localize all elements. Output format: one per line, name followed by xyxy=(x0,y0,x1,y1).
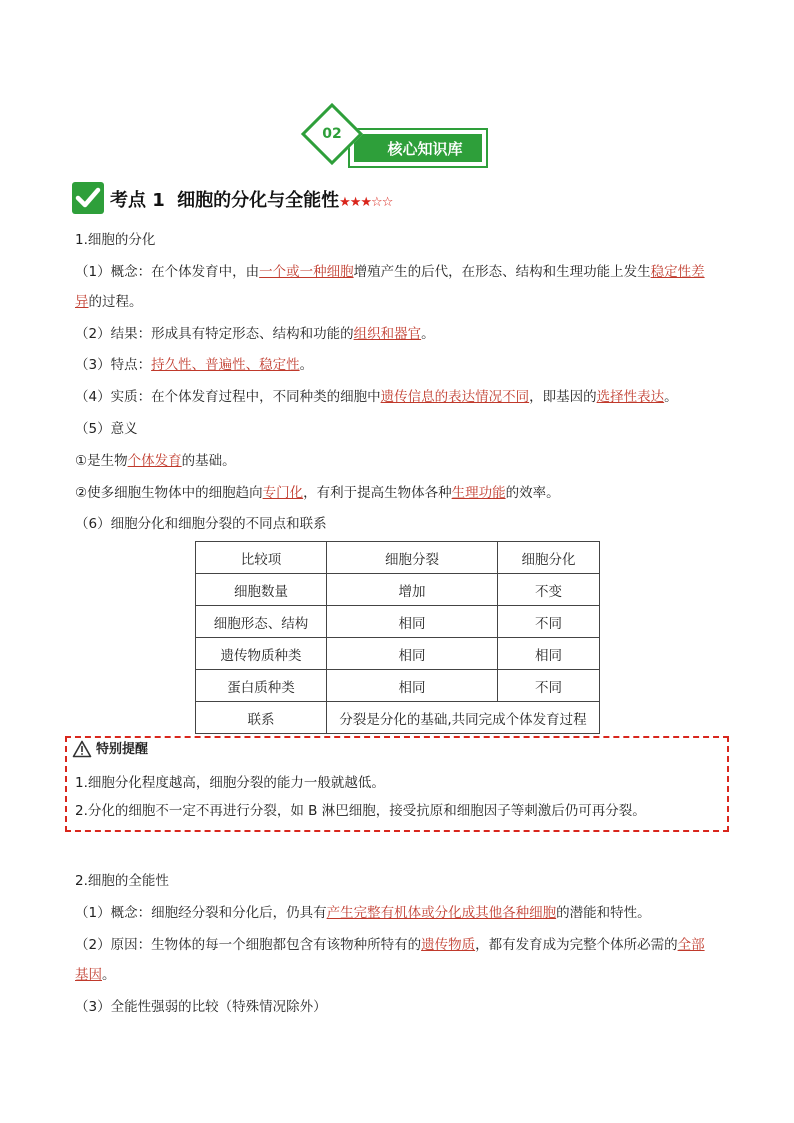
table-row xyxy=(196,670,600,702)
warning-icon xyxy=(72,740,92,762)
answer-text: 生理功能 xyxy=(451,485,506,501)
paragraph-result xyxy=(75,324,435,344)
section-2-title: 2.细胞的全能性 xyxy=(75,873,169,889)
comparison-table xyxy=(195,541,600,734)
text: 。 xyxy=(102,967,116,983)
answer-text: 稳定性差 xyxy=(650,264,705,280)
table-row xyxy=(196,606,600,638)
paragraph-totipotency-reason xyxy=(75,935,705,955)
section-badge-title: 核心知识库 xyxy=(354,134,482,162)
table-row xyxy=(196,702,600,734)
topic-heading xyxy=(110,186,392,212)
text: 的过程。 xyxy=(88,294,143,310)
table-header-cell: 细胞分化 xyxy=(498,542,600,574)
answer-text: 一个或一种细胞 xyxy=(259,264,354,280)
answer-text: 选择性表达 xyxy=(596,389,665,405)
table-cell: 细胞数量 xyxy=(196,574,327,606)
paragraph-significance-2 xyxy=(75,483,560,503)
text: （3）特点： xyxy=(75,357,152,373)
text: 。 xyxy=(299,357,314,373)
paragraph-concept xyxy=(75,262,705,282)
text: ，有利于提高生物体各种 xyxy=(303,485,452,501)
paragraph-significance-1 xyxy=(75,451,236,471)
text: ，即基因的 xyxy=(529,389,597,405)
table-cell: 增加 xyxy=(327,574,498,606)
reminder-item: 2.分化的细胞不一定不再进行分裂，如 B 淋巴细胞，接受抗原和细胞因子等刺激后仍可再分裂。 xyxy=(75,803,646,819)
text: ②使多细胞生物体中的细胞趋向 xyxy=(75,485,263,501)
paragraph-concept-cont xyxy=(75,292,143,312)
table-row xyxy=(196,574,600,606)
answer-text: 产生完整有机体或分化成其他各种细胞 xyxy=(326,905,557,921)
answer-text: 遗传信息的表达情况不同 xyxy=(380,389,530,405)
text: （1）概念：细胞经分裂和分化后，仍具有 xyxy=(75,905,327,921)
reminder-item: 1.细胞分化程度越高，细胞分裂的能力一般就越低。 xyxy=(75,775,385,791)
answer-text: 异 xyxy=(75,294,89,310)
section-badge xyxy=(306,104,490,170)
paragraph-essence xyxy=(75,387,678,407)
table-header-cell: 细胞分裂 xyxy=(327,542,498,574)
text: （1）概念：在个体发育中，由 xyxy=(75,264,260,280)
table-cell: 相同 xyxy=(327,638,498,670)
text: 。 xyxy=(421,326,435,342)
text: 的潜能和特性。 xyxy=(556,905,651,921)
paragraph-comparison: （6）细胞分化和细胞分裂的不同点和联系 xyxy=(75,516,327,532)
text: 的效率。 xyxy=(505,485,560,501)
table-cell: 遗传物质种类 xyxy=(196,638,327,670)
text: 的基础。 xyxy=(181,453,236,469)
table-cell: 相同 xyxy=(498,638,600,670)
table-header-cell: 比较项 xyxy=(196,542,327,574)
paragraph-features xyxy=(75,355,313,375)
text: 。 xyxy=(664,389,678,405)
section-badge-box xyxy=(348,128,488,168)
difficulty-stars: ★★★☆☆ xyxy=(339,195,393,210)
table-cell: 分裂是分化的基础,共同完成个体发育过程 xyxy=(327,702,600,734)
reminder-title: 特别提醒 xyxy=(96,742,149,757)
answer-text: 遗传物质 xyxy=(421,937,476,953)
answer-text: 基因 xyxy=(75,967,102,983)
text: （4）实质：在个体发育过程中，不同种类的细胞中 xyxy=(75,389,381,405)
answer-text: 持久性、普遍性、稳定性 xyxy=(151,357,300,373)
checkmark-icon xyxy=(72,182,104,214)
section-1-title: 1.细胞的分化 xyxy=(75,232,156,248)
table-cell: 相同 xyxy=(327,670,498,702)
paragraph-totipotency-reason-cont xyxy=(75,965,116,985)
text: 增殖产生的后代，在形态、结构和生理功能上发生 xyxy=(353,264,651,280)
text: ①是生物 xyxy=(75,453,128,469)
paragraph-totipotency-comparison: （3）全能性强弱的比较（特殊情况除外） xyxy=(75,999,327,1015)
table-cell: 不变 xyxy=(498,574,600,606)
topic-label: 考点 1 xyxy=(110,190,165,211)
table-cell: 相同 xyxy=(327,606,498,638)
table-cell: 联系 xyxy=(196,702,327,734)
text: （2）原因：生物体的每一个细胞都包含有该物种所特有的 xyxy=(75,937,422,953)
paragraph-totipotency-concept xyxy=(75,903,651,923)
answer-text: 个体发育 xyxy=(127,453,182,469)
answer-text: 专门化 xyxy=(262,485,304,501)
paragraph-significance: （5）意义 xyxy=(75,421,138,437)
table-cell: 蛋白质种类 xyxy=(196,670,327,702)
section-badge-number: 02 xyxy=(322,126,342,142)
text: ，都有发育成为完整个体所必需的 xyxy=(475,937,678,953)
table-cell: 细胞形态、结构 xyxy=(196,606,327,638)
table-cell: 不同 xyxy=(498,606,600,638)
text: （2）结果：形成具有特定形态、结构和功能的 xyxy=(75,326,354,342)
answer-text: 组织和器官 xyxy=(353,326,422,342)
topic-title: 细胞的分化与全能性 xyxy=(177,190,340,211)
table-row xyxy=(196,638,600,670)
answer-text: 全部 xyxy=(677,937,705,953)
table-header-row xyxy=(196,542,600,574)
table-cell: 不同 xyxy=(498,670,600,702)
